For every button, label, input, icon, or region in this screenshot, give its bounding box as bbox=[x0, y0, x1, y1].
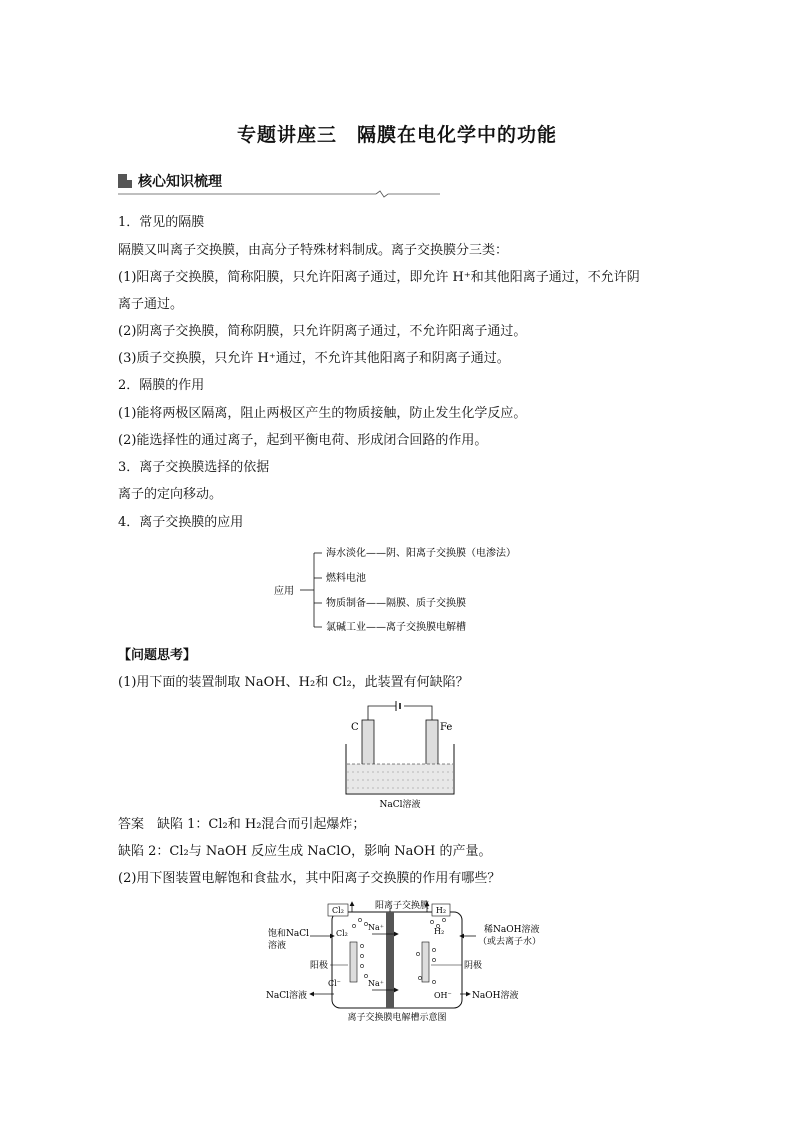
right-electrode-label: Fe bbox=[440, 722, 453, 733]
anode-label: 阳极 bbox=[310, 961, 329, 971]
left-inlet-label: 饱和NaCl bbox=[268, 929, 310, 939]
app-branch: 海水淡化——阴、阳离子交换膜（电渗法） bbox=[326, 548, 516, 559]
right-inlet-label: 稀NaOH溶液 bbox=[484, 925, 540, 935]
app-branch: 物质制备——隔膜、质子交换膜 bbox=[326, 598, 466, 609]
p1-item1-cont: 离子通过。 bbox=[118, 297, 184, 312]
p1-heading: 1．常见的隔膜 bbox=[118, 215, 205, 230]
question-2: (2)用下图装置电解饱和食盐水，其中阳离子交换膜的作用有哪些？ bbox=[118, 871, 501, 886]
h2-outlet-label: H₂ bbox=[435, 906, 447, 915]
left-inlet-label-2: 溶液 bbox=[268, 941, 287, 951]
cl2-inner-label: Cl₂ bbox=[336, 929, 348, 938]
p2-item2: (2)能选择性的通过离子，起到平衡电荷、形成闭合回路的作用。 bbox=[118, 433, 488, 448]
p2-item1: (1)能将两极区隔离，阻止两极区产生的物质接触，防止发生化学反应。 bbox=[118, 406, 527, 421]
p3-text: 离子的定向移动。 bbox=[118, 487, 223, 502]
cathode-electrode bbox=[422, 942, 429, 982]
section-square-icon bbox=[118, 174, 132, 188]
answer-1a: 答案 缺陷 1：Cl₂和 H₂混合而引起爆炸； bbox=[118, 817, 366, 832]
page-title: 专题讲座三 隔膜在电化学中的功能 bbox=[236, 124, 557, 146]
right-outlet-label: NaOH溶液 bbox=[472, 991, 519, 1001]
answer-1b: 缺陷 2：Cl₂与 NaOH 反应生成 NaClO，影响 NaOH 的产量。 bbox=[118, 844, 492, 859]
membrane-cell-diagram bbox=[262, 898, 542, 1024]
anode-electrode bbox=[350, 942, 357, 982]
gas-bubbles bbox=[352, 918, 445, 983]
na-bottom-label: Na⁺ bbox=[368, 979, 384, 988]
right-inlet-label-2: （或去离子水） bbox=[478, 937, 542, 947]
h2-inner-label: H₂ bbox=[434, 927, 445, 936]
simple-cell-diagram bbox=[340, 700, 460, 812]
app-branch: 燃料电池 bbox=[326, 573, 366, 584]
section-underline bbox=[118, 190, 440, 198]
application-diagram bbox=[270, 542, 540, 638]
p2-heading: 2．隔膜的作用 bbox=[118, 378, 205, 393]
section-heading-label: 核心知识梳理 bbox=[138, 174, 222, 190]
cl2-outlet-label: Cl₂ bbox=[332, 906, 344, 915]
cl-ion-label: Cl⁻ bbox=[328, 979, 341, 988]
section-heading bbox=[118, 171, 440, 197]
question-heading: 【问题思考】 bbox=[118, 648, 197, 663]
left-electrode-label: C bbox=[351, 722, 359, 733]
p1-item1: (1)阳离子交换膜，简称阳膜，只允许阳离子通过，即允许 H⁺和其他阳离子通过，不允许阴 bbox=[118, 270, 640, 285]
p1-text: 隔膜又叫离子交换膜，由高分子特殊材料制成。离子交换膜分三类： bbox=[118, 243, 509, 258]
p1-item2: (2)阴离子交换膜，简称阴膜，只允许阴离子通过，不允许阳离子通过。 bbox=[118, 324, 527, 339]
p1-item3: (3)质子交换膜，只允许 H⁺通过，不允许其他阳离子和阴离子通过。 bbox=[118, 351, 510, 366]
p4-heading: 4．离子交换膜的应用 bbox=[118, 515, 244, 530]
membrane-label: 阳离子交换膜 bbox=[374, 901, 430, 911]
app-root-label: 应用 bbox=[274, 586, 294, 597]
p3-heading: 3．离子交换膜选择的依据 bbox=[118, 460, 270, 475]
diagram-caption: 离子交换膜电解槽示意图 bbox=[347, 1013, 447, 1023]
app-branch: 氯碱工业——离子交换膜电解槽 bbox=[326, 622, 466, 633]
cation-exchange-membrane bbox=[386, 912, 394, 1008]
na-top-label: Na⁺ bbox=[368, 923, 384, 932]
solution-fill bbox=[347, 764, 453, 793]
question-1: (1)用下面的装置制取 NaOH、H₂和 Cl₂，此装置有何缺陷？ bbox=[118, 675, 469, 690]
solution-label: NaCl溶液 bbox=[379, 800, 421, 810]
left-outlet-label: NaCl溶液 bbox=[266, 991, 308, 1001]
oh-ion-label: OH⁻ bbox=[434, 991, 452, 1000]
cathode-label: 阴极 bbox=[464, 961, 483, 971]
